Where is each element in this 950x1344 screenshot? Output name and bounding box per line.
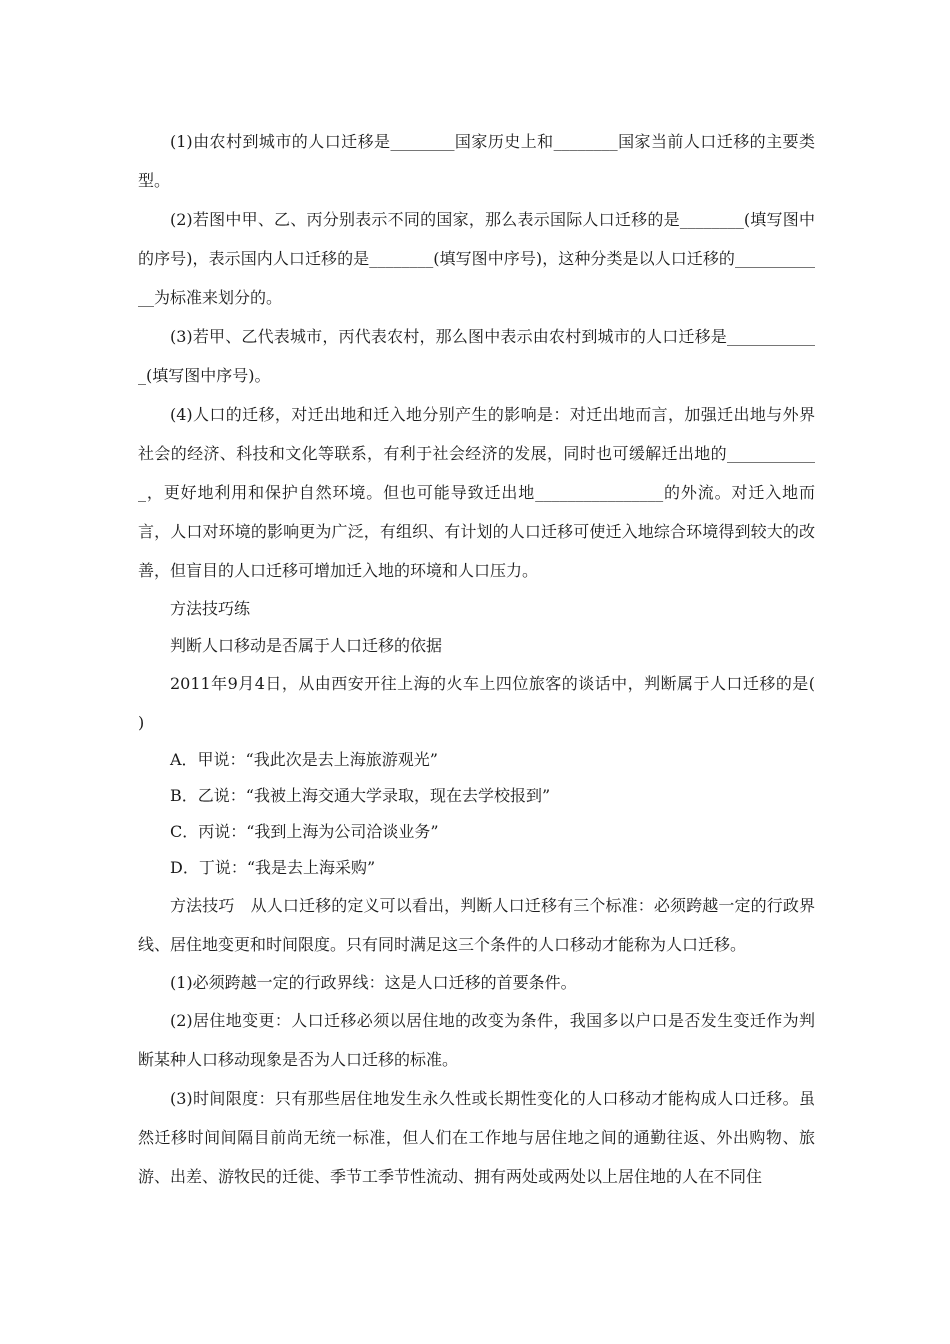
- criterion-3: (3)时间限度：只有那些居住地发生永久性或长期性变化的人口移动才能构成人口迁移。虽然迁移时间间隔目前尚无统一标准，但人们在工作地与居住地之间的通勤往返、外出购物、旅游、出差、游牧民的迁徙、季节工季节性流动、拥有两处或两处以上居住地的人在不同住: [138, 1089, 815, 1186]
- option-b: B．乙说：“我被上海交通大学录取，现在去学校报到”: [170, 786, 551, 805]
- option-d: D．丁说：“我是去上海采购”: [170, 858, 376, 877]
- question-4: (4)人口的迁移，对迁出地和迁入地分别产生的影响是：对迁出地而言，加强迁出地与外界社会的经济、科技和文化等联系，有利于社会经济的发展，同时也可缓解迁出地的____________，更好地利用和保护自然环境。但也可能导致迁出地________________的外流。对迁入地而言，人口对环境的影响更为广泛，有组织、有计划的人口迁移可使迁入地综合环境得到较大的改善，但盲目的人口迁移可增加迁入地的环境和人口压力。: [138, 405, 815, 580]
- question-1: (1)由农村到城市的人口迁移是________国家历史上和________国家当前人口迁移的主要类型。: [138, 132, 815, 190]
- section-heading: 方法技巧练: [170, 599, 251, 618]
- option-a: A．甲说：“我此次是去上海旅游观光”: [170, 750, 438, 769]
- method-tip: 方法技巧 从人口迁移的定义可以看出，判断人口迁移有三个标准：必须跨越一定的行政界线、居住地变更和时间限度。只有同时满足这三个条件的人口移动才能称为人口迁移。: [138, 896, 815, 954]
- criterion-1: (1)必须跨越一定的行政界线：这是人口迁移的首要条件。: [170, 973, 577, 992]
- option-c: C．丙说：“我到上海为公司洽谈业务”: [170, 822, 439, 841]
- question-2: (2)若图中甲、乙、丙分别表示不同的国家，那么表示国际人口迁移的是________(填写图中的序号)，表示国内人口迁移的是________(填写图中序号)，这种分类是以人口迁移的____________为标准来划分的。: [138, 210, 815, 307]
- criterion-2: (2)居住地变更：人口迁移必须以居住地的改变为条件，我国多以户口是否发生变迁作为判断某种人口移动现象是否为人口迁移的标准。: [138, 1011, 815, 1069]
- question-3: (3)若甲、乙代表城市，丙代表农村，那么图中表示由农村到城市的人口迁移是____________(填写图中序号)。: [138, 327, 815, 385]
- subsection-heading: 判断人口移动是否属于人口迁移的依据: [170, 636, 443, 655]
- exercise-stem: 2011年9月4日，从由西安开往上海的火车上四位旅客的谈话中，判断属于人口迁移的是( ): [138, 674, 848, 732]
